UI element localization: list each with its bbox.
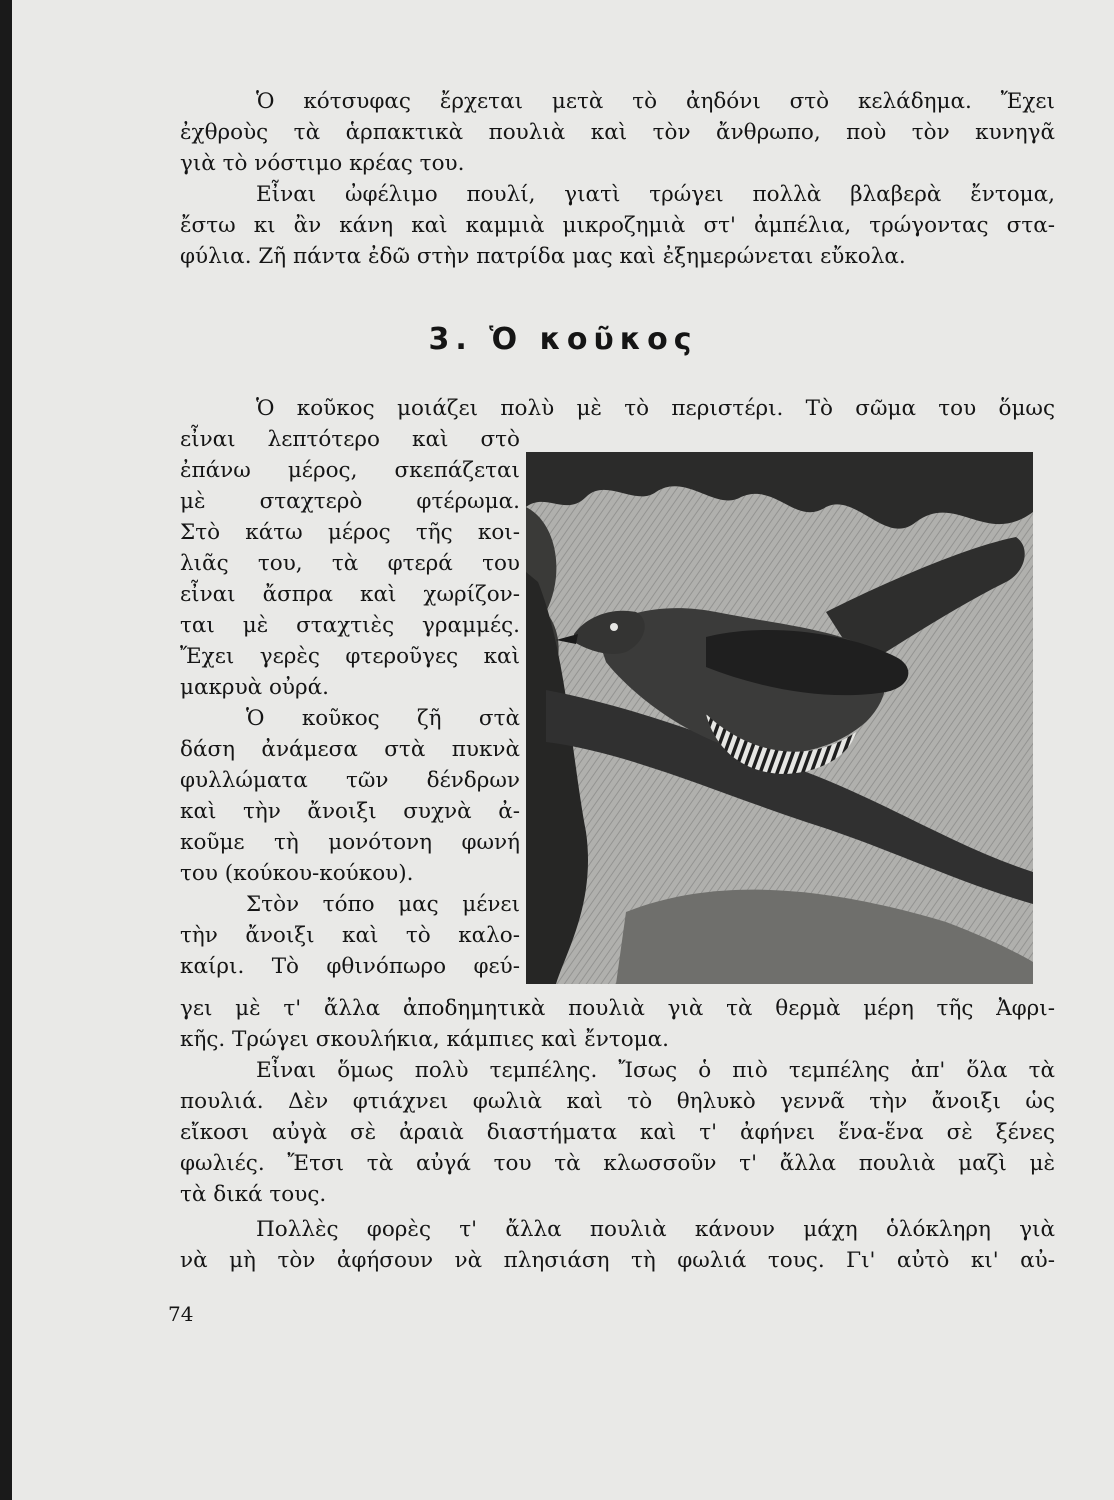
text-line: ται μὲ σταχτιὲς γραμμές. bbox=[180, 613, 520, 638]
text-line: εἴκοσι αὐγὰ σὲ ἀραιὰ διαστήματα καὶ τ' ἀφήνει ἕνα-ἕνα σὲ ξένες bbox=[180, 1120, 1055, 1145]
text-line: ἔστω κι ἂν κάνη καὶ καμμιὰ μικροζημιὰ στ' ἀμπέλια, τρώγοντας στα- bbox=[180, 213, 1055, 238]
text-line: πουλιά. Δὲν φτιάχνει φωλιὰ καὶ τὸ θηλυκὸ γεννᾶ τὴν ἄνοιξι ὡς bbox=[180, 1089, 1055, 1114]
text-line: Ἔχει γερὲς φτεροῦγες καὶ bbox=[180, 644, 520, 669]
paragraph-cuckoo-lazy bbox=[180, 1055, 1055, 1210]
paragraph-blackbird-enemies bbox=[180, 86, 1055, 179]
text-line: λιᾶς του, τὰ φτερά του bbox=[180, 551, 520, 576]
text-line: φυλλώματα τῶν δένδρων bbox=[180, 768, 520, 793]
text-line: Πολλὲς φορὲς τ' ἄλλα πουλιὰ κάνουν μάχη ὁλόκληρη γιὰ bbox=[256, 1217, 1055, 1242]
text-line: μὲ σταχτερὸ φτέρωμα. bbox=[180, 489, 520, 514]
text-line: εἶναι ἄσπρα καὶ χωρίζον- bbox=[180, 582, 520, 607]
text-line: Ὁ κοῦκος ζῆ στὰ bbox=[246, 706, 520, 731]
text-line: Εἶναι ὅμως πολὺ τεμπέλης. Ἴσως ὁ πιὸ τεμπέλης ἀπ' ὅλα τὰ bbox=[256, 1058, 1055, 1083]
text-line: Ὁ κοῦκος μοιάζει πολὺ μὲ τὸ περιστέρι. Τὸ σῶμα του ὅμως bbox=[256, 396, 1055, 421]
paragraph-cuckoo-first-line bbox=[180, 393, 1055, 424]
text-line: δάση ἀνάμεσα στὰ πυκνὰ bbox=[180, 737, 520, 762]
text-line: τὰ δικά τους. bbox=[180, 1182, 327, 1207]
text-line: φύλια. Ζῆ πάντα ἐδῶ στὴν πατρίδα μας καὶ ἐξημερώνεται εὔκολα. bbox=[180, 244, 906, 269]
text-line: τὴν ἄνοιξι καὶ τὸ καλο- bbox=[180, 923, 520, 948]
text-line: μακρυὰ οὐρά. bbox=[180, 675, 329, 700]
paragraph-cuckoo-battles bbox=[180, 1214, 1055, 1276]
text-line: Στὸν τόπο μας μένει bbox=[246, 892, 520, 917]
section-title: 3. Ὁ κοῦκος bbox=[428, 322, 698, 357]
text-line: κῆς. Τρώγει σκουλήκια, κάμπιες καὶ ἔντομα. bbox=[180, 1027, 669, 1052]
text-line: Στὸ κάτω μέρος τῆς κοι- bbox=[180, 520, 520, 545]
text-line: Ὁ κότσυφας ἔρχεται μετὰ τὸ ἀηδόνι στὸ κελάδημα. Ἔχει bbox=[256, 89, 1055, 114]
bird-eye bbox=[610, 623, 618, 631]
text-line: φωλιές. Ἔτσι τὰ αὐγά του τὰ κλωσσοῦν τ' ἄλλα πουλιὰ μαζὶ μὲ bbox=[180, 1151, 1055, 1176]
text-line: νὰ μὴ τὸν ἀφήσουν νὰ πλησιάση τὴ φωλιά τους. Γι' αὐτὸ κι' αὐ- bbox=[180, 1248, 1055, 1273]
text-line: Εἶναι ὠφέλιμο πουλί, γιατὶ τρώγει πολλὰ βλαβερὰ ἔντομα, bbox=[256, 182, 1055, 207]
text-line: ἐπάνω μέρος, σκεπάζεται bbox=[180, 458, 520, 483]
page-number: 74 bbox=[168, 1302, 194, 1326]
text-line: του (κούκου-κούκου). bbox=[180, 861, 414, 886]
paragraph-cuckoo-migration bbox=[180, 993, 1055, 1055]
text-line: γει μὲ τ' ἄλλα ἀποδημητικὰ πουλιὰ γιὰ τὰ θερμὰ μέρη τῆς Ἀφρι- bbox=[180, 996, 1055, 1021]
text-line: κοῦμε τὴ μονότονη φωνή bbox=[180, 830, 520, 855]
cuckoo-illustration bbox=[526, 452, 1033, 984]
text-line: εἶναι λεπτότερο καὶ στὸ bbox=[180, 427, 520, 452]
text-line: καὶ τὴν ἄνοιξι συχνὰ ἀ- bbox=[180, 799, 520, 824]
book-page bbox=[12, 0, 1114, 1500]
text-line: ἐχθροὺς τὰ ἁρπακτικὰ πουλιὰ καὶ τὸν ἄνθρωπο, ποὺ τὸν κυνηγᾶ bbox=[180, 120, 1055, 145]
wrapped-text-column bbox=[180, 424, 520, 982]
paragraph-blackbird-useful bbox=[180, 179, 1055, 272]
text-line: καίρι. Τὸ φθινόπωρο φεύ- bbox=[180, 954, 520, 979]
text-line: γιὰ τὸ νόστιμο κρέας του. bbox=[180, 151, 465, 176]
